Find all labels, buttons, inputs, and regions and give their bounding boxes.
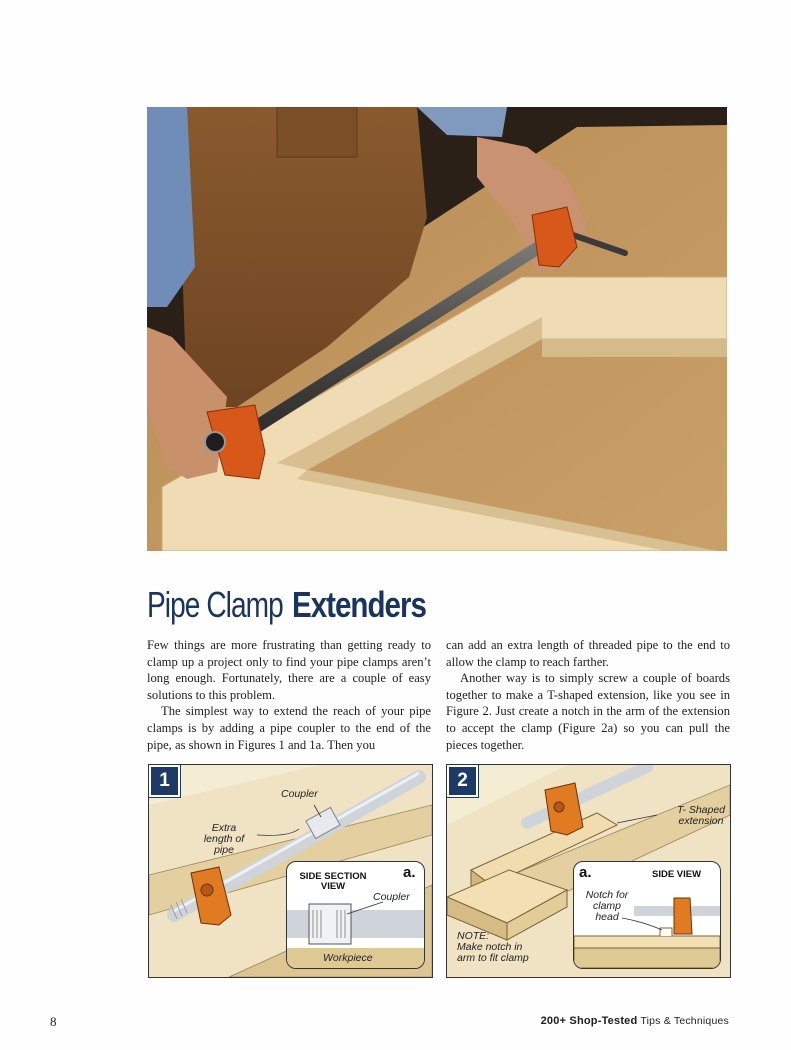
side-section-inset	[286, 861, 425, 969]
figure-1	[148, 764, 433, 978]
title-light: Pipe Clamp	[147, 584, 283, 625]
workpiece-label: Workpiece	[323, 952, 373, 964]
t-extension-label: T- Shaped extension	[676, 804, 726, 827]
body-paragraph: can add an extra length of threaded pipe to the end to allow the clamp to reach farther.	[446, 638, 730, 669]
page-number: 8	[50, 1014, 57, 1029]
figure-number-badge: 1	[149, 765, 180, 797]
article-title	[147, 583, 455, 627]
body-paragraph: The simplest way to extend the reach of your pipe clamps is by adding a pipe coupler to the end of the pipe, as shown in Figures 1 and 1a. Then you	[147, 704, 431, 752]
side-view-inset	[573, 861, 721, 969]
body-paragraph: Another way is to simply screw a couple of boards together to make a T-shaped extension, like you see in Figure 2. Just create a notch in the arm of the extension to accept the clamp (Figure 2a) so you can pull the pieces together.	[446, 671, 730, 752]
inset-coupler-label: Coupler	[373, 891, 410, 903]
figure-2	[446, 764, 731, 978]
body-paragraph: Few things are more frustrating than getting ready to clamp up a project only to find your pipe clamps aren’t long enough. Fortunately, there are a couple of easy solutions to this problem.	[147, 638, 431, 702]
book-title-bold: 200+ Shop-Tested	[540, 1015, 638, 1027]
note-text: Make notch in arm to fit clamp	[457, 941, 529, 964]
note-title: NOTE:	[457, 930, 490, 942]
extra-pipe-label: Extra length of pipe	[203, 822, 245, 856]
book-title-rest: Tips & Techniques	[640, 1015, 729, 1027]
text-column-left	[147, 637, 431, 753]
notch-label: Notch for clamp head	[585, 889, 629, 923]
figure-number-badge: 2	[447, 765, 478, 797]
title-bold: Extenders	[291, 584, 426, 625]
text-column-right	[446, 637, 730, 753]
coupler-label: Coupler	[281, 788, 318, 800]
inset-letter: a.	[403, 864, 416, 881]
pipe-clamp-photo	[147, 107, 727, 551]
inset-title: SIDE VIEW	[652, 869, 702, 880]
inset-letter: a.	[579, 864, 592, 881]
book-title-footer	[541, 1015, 729, 1027]
inset-title: SIDE SECTION VIEW	[299, 871, 367, 892]
